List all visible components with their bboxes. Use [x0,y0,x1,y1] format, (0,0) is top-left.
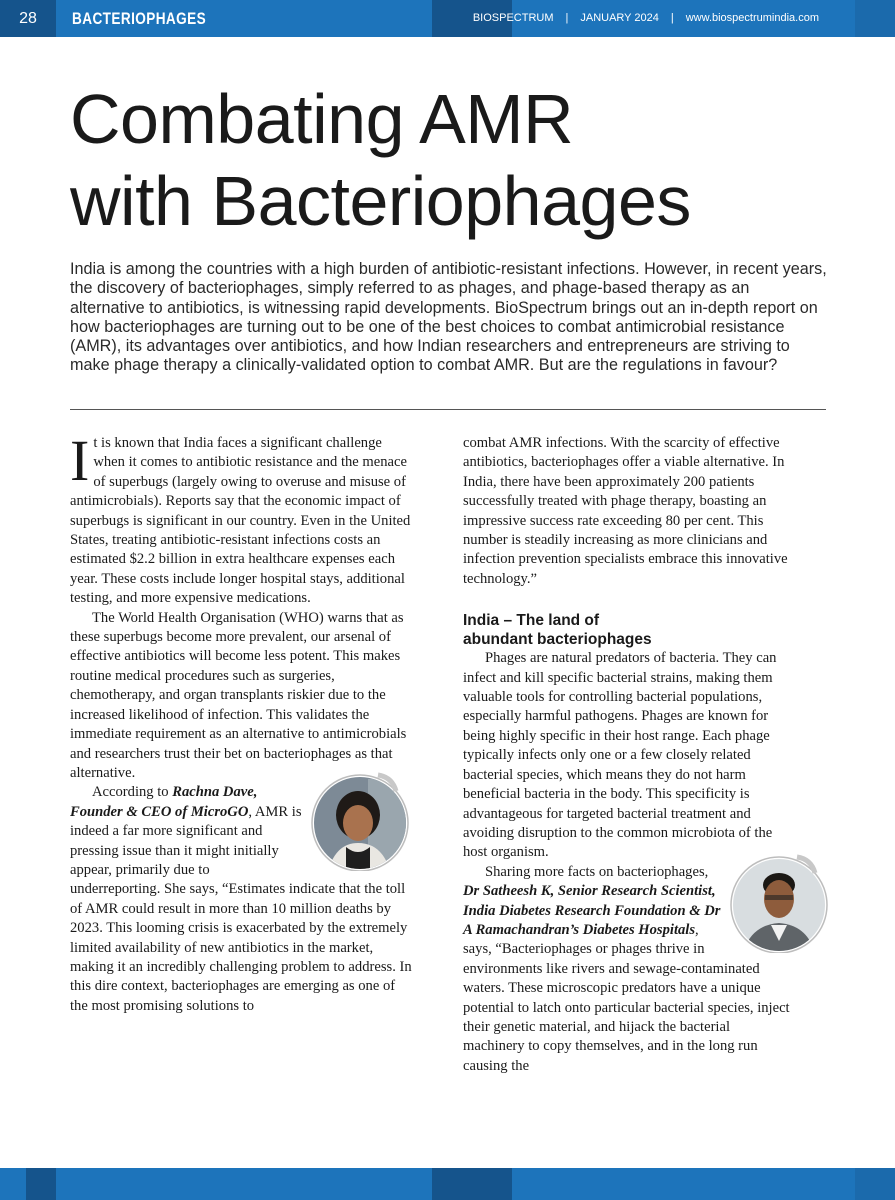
footer-stripe [432,1168,512,1200]
paragraph-text: Sharing more facts on bacteriophages, [485,863,709,880]
article-standfirst: India is among the countries with a high burden of antibiotic-resistant infections. However, in recent years, the discovery of bacteriophages, simply referred to as phages, and phage-based therapy as an alternative to antibiotics, is witnessing rapid developments. BioSpectrum brings out an in-depth report on how bacteriophages are turning out to be one of the best choices to combat antimicrobial resistance (AMR), its advantages over antibiotics, and how Indian researchers and entrepreneurs are striving to make phage therapy a clinically-validated option to combat AMR. But are the regulations in favour? [70,260,827,375]
footer-stripe [26,1168,56,1200]
article-title [70,78,860,242]
drop-cap: I [70,428,90,493]
page-footer [0,1168,895,1200]
avatar-rachna-dave [308,767,412,871]
issue-date: JANUARY 2024 [580,12,659,24]
portrait-image [727,849,831,953]
publication-name: BIOSPECTRUM [472,12,554,24]
paragraph: Phages are natural predators of bacteria. They can infect and kill specific bacterial strains, making them valuable tools for controlling bacterial populations, especially harmful pathogens. Phages are known for being highly specific in their host range. Each phage typically infects only one or a few closely related bacterial species, which means they do not harm beneficial bacteria in the body. This specificity is advantageous for targeted bacterial treatment and avoiding disruption to the common microbiota of the host organism. [463,650,777,861]
subheading-line: abundant bacteriophages [463,631,652,649]
footer-edge [855,1168,895,1200]
quote-attribution: Dr Satheesh K, Senior Research Scientist, India Diabetes Research Foundation & Dr A Ramachandran’s Diabetes Hospitals [463,883,721,938]
header-meta [467,0,825,37]
separator: | [565,12,569,24]
paragraph [463,863,795,1076]
separator: | [670,12,674,24]
website-link[interactable]: www.biospectrumindia.com [685,12,819,24]
header-edge [855,0,895,37]
paragraph-text: According to [92,784,173,801]
page-number: 28 [0,0,56,37]
subheading-line: India – The land of [463,612,600,630]
column-right [463,434,795,1076]
paragraph: The World Health Organisation (WHO) warns that as these superbugs become more prevalent, our arsenal of effective antibiotics will become less potent. This makes routine medical procedures such as surgeries, chemotherapy, and organ transplants riskier due to the increased likelihood of infection. This validates the immediate requirement as an alternative to antimicrobials and researchers trust their bet on bacteriophages as that alternative. [70,609,407,781]
section-label: BACTERIOPHAGES [72,9,207,28]
title-line-2: with Bacteriophages [70,162,691,240]
paragraph-text: , says, “Bacteriophages or phages thrive in environments like rivers and sewage-contaminated waters. These microscopic predators have a unique potential to latch onto particular bacterial species, inject their genetic material, and hijack the bacterial machinery to copy themselves, and in the long run causing the [463,921,790,1074]
page-header [0,0,895,37]
paragraph [70,428,412,609]
title-line-1: Combating AMR [70,80,574,158]
quote-attribution: Rachna Dave, Founder & CEO of MicroGO [70,784,258,820]
section-subheading [463,611,795,649]
divider [70,409,826,410]
paragraph: combat AMR infections. With the scarcity of effective antibiotics, bacteriophages offer a viable alternative. In India, there have been approximately 200 patients successfully treated with phage therapy, boasting an impressive success rate exceeding 80 per cent. This number is steadily increasing as more clinicians and infection prevention specialists embrace this innovative technology.” [463,435,788,587]
paragraph-text: , AMR is indeed a far more significant and pressing issue than it might initially appear, primarily due to underreporting. She says, “Estimates indicate that the toll of AMR could result in more than 10 million deaths by 2023. This looming crisis is exacerbated by the extremely limited availability of new antibiotics in the market, making it an incredibly challenging problem to address. In this dire context, bacteriophages are emerging as one of the most promising solutions to [70,803,412,1014]
portrait-image [308,767,412,871]
column-left [70,428,412,1016]
avatar-satheesh-k [727,849,831,953]
paragraph [70,783,412,1016]
paragraph-text: t is known that India faces a significant challenge when it comes to antibiotic resistance and the menace of superbugs (largely owing to overuse and misuse of antimicrobials). Reports say that the economic impact of superbugs is significant in our country. Even in the United States, treating antibiotic-resistant infections costs an estimated $2.2 billion in extra healthcare expenses each year. These costs include longer hospital stays, additional testing, and more expensive medications. [70,435,411,607]
